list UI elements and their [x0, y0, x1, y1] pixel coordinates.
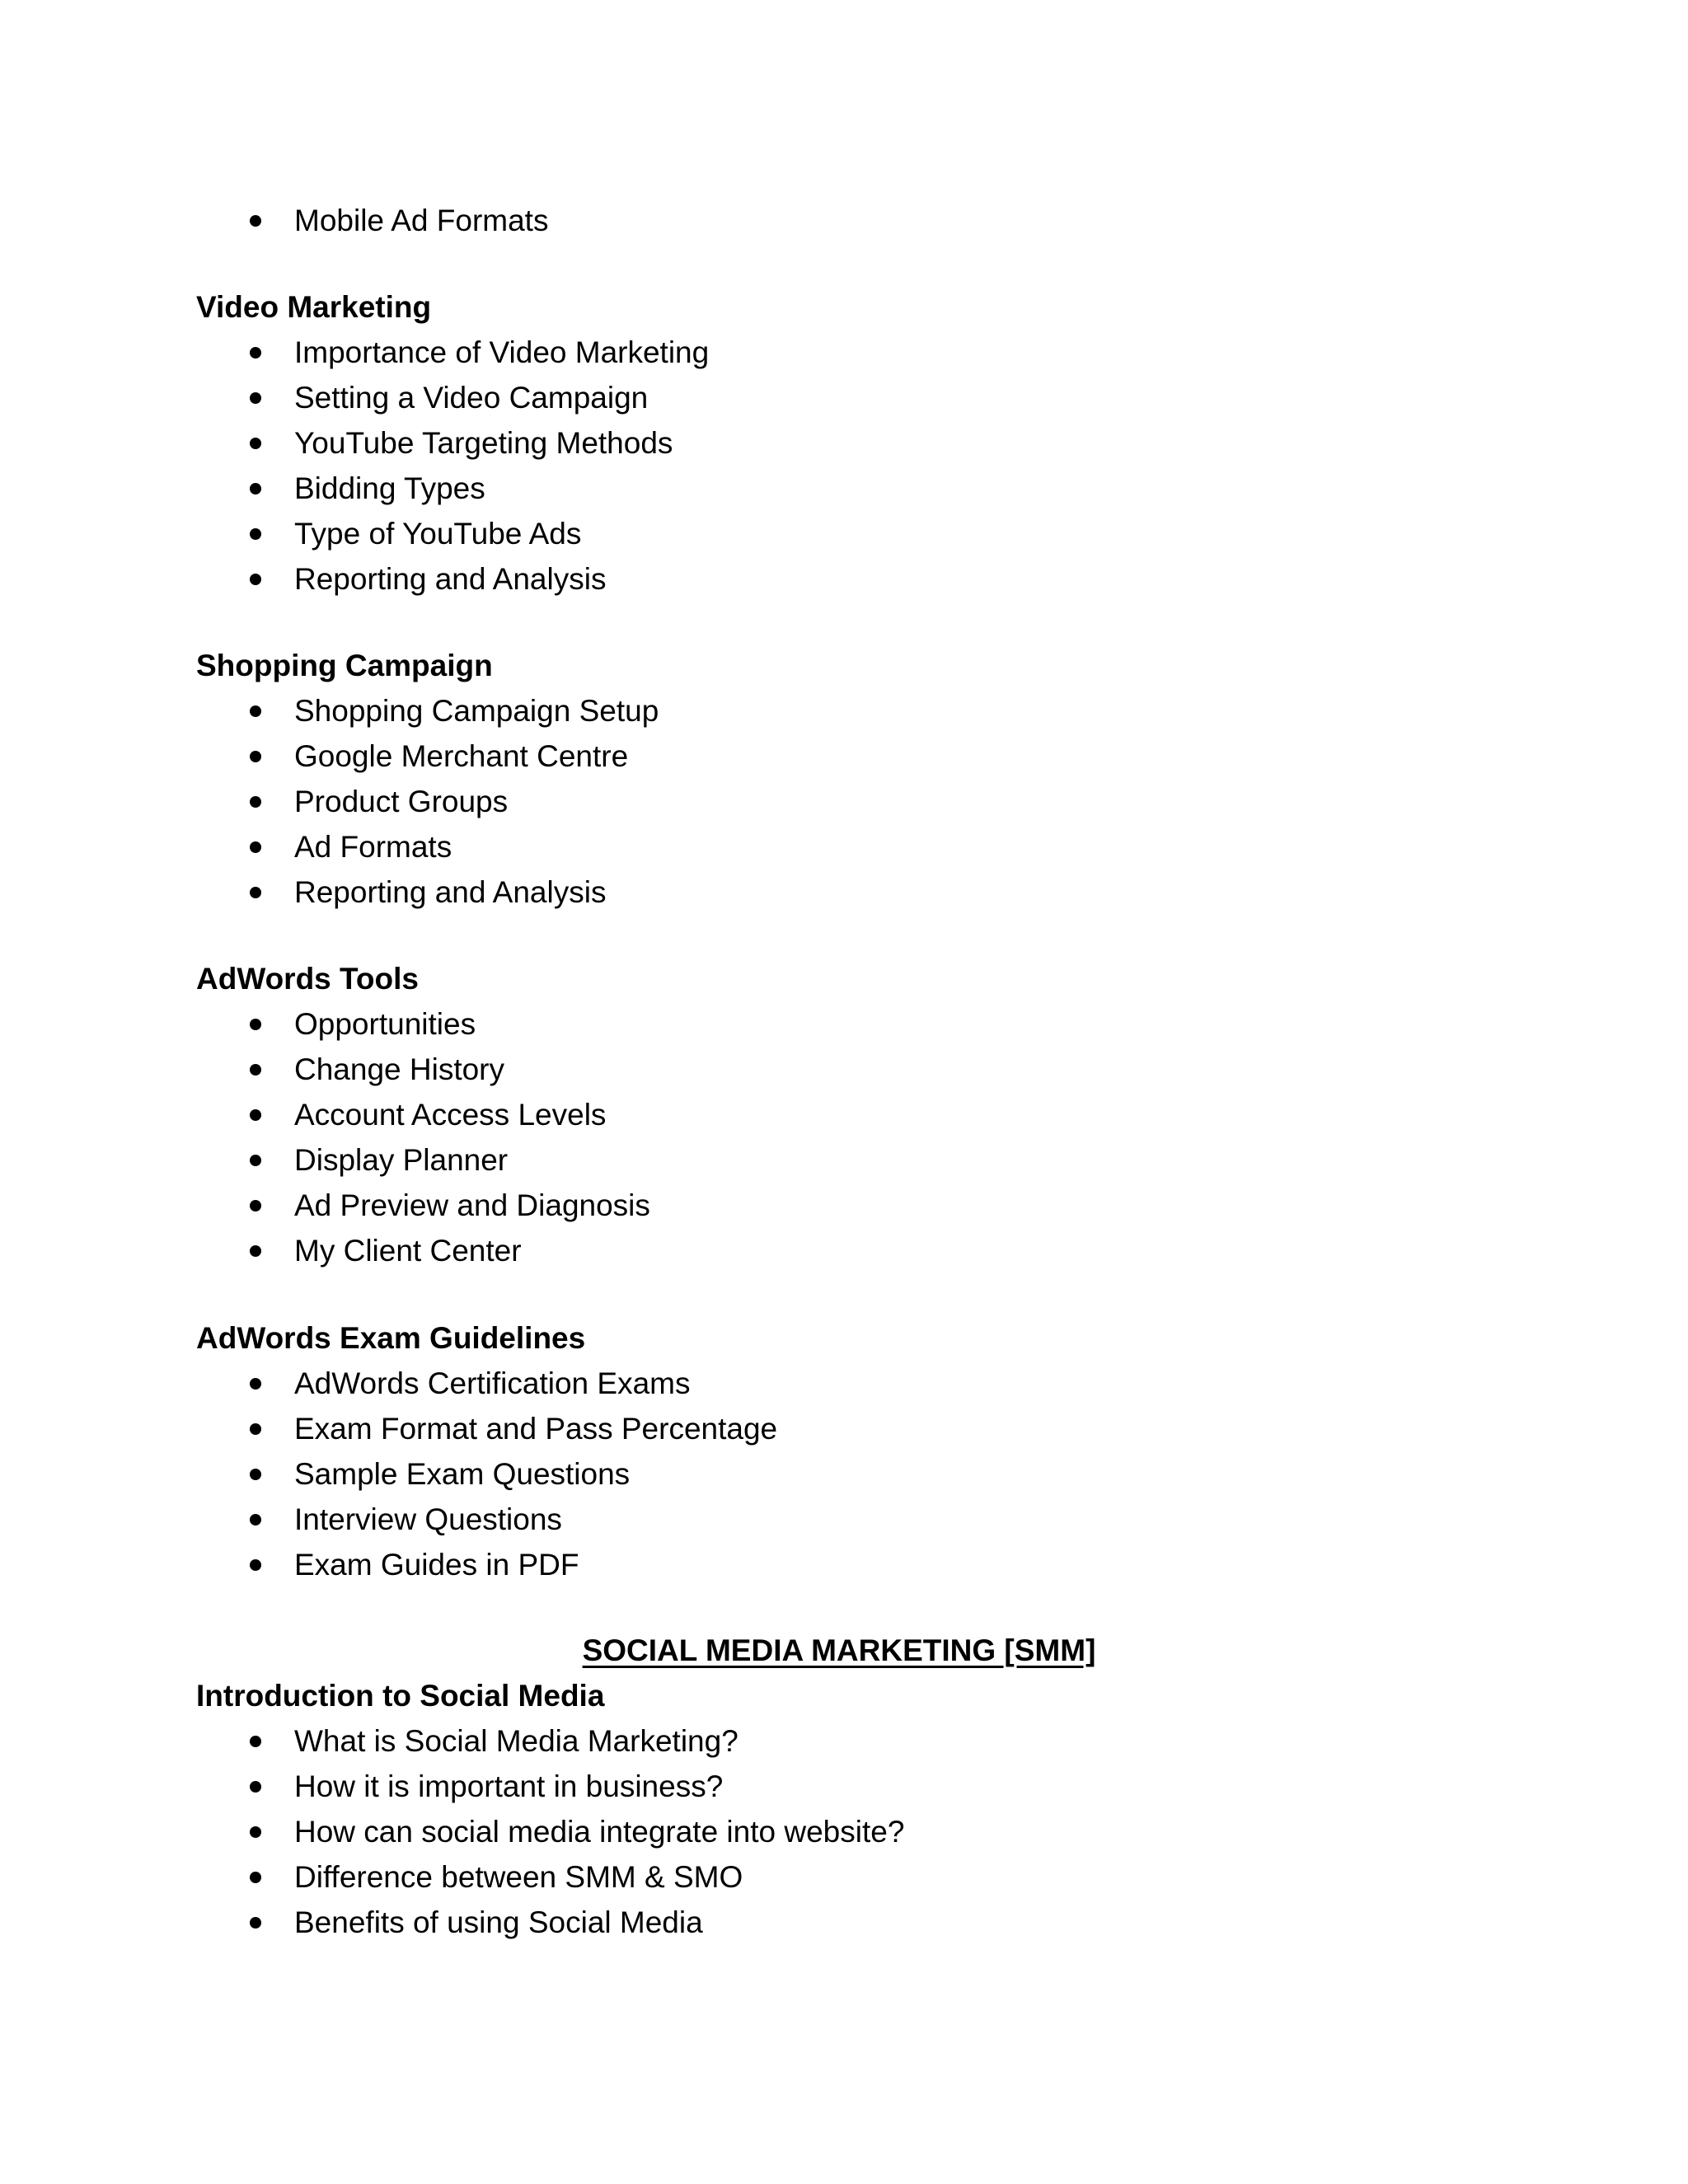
list-item: YouTube Targeting Methods [196, 420, 1515, 466]
list-item: Benefits of using Social Media [196, 1900, 1515, 1945]
list-item: Account Access Levels [196, 1092, 1515, 1137]
section-heading: AdWords Exam Guidelines [196, 1321, 586, 1355]
adwords-tools-list [196, 1001, 1515, 1273]
bullet-icon [250, 1245, 261, 1257]
list-item: Reporting and Analysis [196, 869, 1515, 915]
bullet-icon [250, 841, 261, 853]
bullet-icon [250, 1019, 261, 1030]
list-item: How can social media integrate into website? [196, 1809, 1515, 1854]
section-heading: AdWords Tools [196, 962, 419, 996]
list-item: Mobile Ad Formats [196, 198, 1515, 243]
list-item: Google Merchant Centre [196, 733, 1515, 779]
bullet-icon [250, 1109, 261, 1121]
list-item: Type of YouTube Ads [196, 511, 1515, 556]
list-item: Ad Preview and Diagnosis [196, 1183, 1515, 1228]
bullet-icon [250, 1469, 261, 1480]
bullet-icon [250, 705, 261, 717]
list-item: Change History [196, 1047, 1515, 1092]
bullet-icon [250, 796, 261, 808]
bullet-icon [250, 483, 261, 494]
list-item: Bidding Types [196, 466, 1515, 511]
bullet-icon [250, 1155, 261, 1166]
bullet-icon [250, 438, 261, 449]
bullet-icon [250, 1781, 261, 1793]
adwords-exam-list [196, 1361, 1515, 1587]
list-item: Reporting and Analysis [196, 556, 1515, 602]
bullet-icon [250, 1423, 261, 1435]
top-list-block [196, 198, 1515, 243]
list-item: How it is important in business? [196, 1764, 1515, 1809]
list-item: Shopping Campaign Setup [196, 688, 1515, 733]
list-item: AdWords Certification Exams [196, 1361, 1515, 1406]
list-item: Opportunities [196, 1001, 1515, 1047]
list-item: Exam Format and Pass Percentage [196, 1406, 1515, 1451]
section-heading: Video Marketing [196, 290, 432, 324]
intro-social-media-section [196, 1673, 1515, 1945]
section-heading: Shopping Campaign [196, 649, 493, 682]
bullet-icon [250, 392, 261, 404]
bullet-icon [250, 887, 261, 898]
bullet-icon [250, 1736, 261, 1747]
list-item: Product Groups [196, 779, 1515, 824]
bullet-icon [250, 1559, 261, 1571]
bullet-icon [250, 1514, 261, 1526]
bullet-icon [250, 1200, 261, 1212]
list-item: My Client Center [196, 1228, 1515, 1273]
list-item: Sample Exam Questions [196, 1451, 1515, 1497]
bullet-icon [250, 1064, 261, 1076]
bullet-icon [250, 1872, 261, 1883]
shopping-campaign-section [196, 643, 1515, 915]
list-item: What is Social Media Marketing? [196, 1718, 1515, 1764]
bullet-icon [250, 574, 261, 585]
adwords-tools-section [196, 956, 1515, 1273]
list-item: Setting a Video Campaign [196, 375, 1515, 420]
list-item: Exam Guides in PDF [196, 1542, 1515, 1587]
bullet-icon [250, 1378, 261, 1390]
smm-title: SOCIAL MEDIA MARKETING [SMM] [582, 1633, 1096, 1667]
video-marketing-list [196, 330, 1515, 602]
list-item: Ad Formats [196, 824, 1515, 869]
bullet-icon [250, 1826, 261, 1838]
intro-social-media-list [196, 1718, 1515, 1945]
top-list [196, 198, 1515, 243]
shopping-campaign-list [196, 688, 1515, 915]
bullet-icon [250, 1917, 261, 1929]
section-heading: Introduction to Social Media [196, 1679, 605, 1713]
list-item: Display Planner [196, 1137, 1515, 1183]
bullet-icon [250, 215, 261, 227]
bullet-icon [250, 528, 261, 540]
list-item: Interview Questions [196, 1497, 1515, 1542]
bullet-icon [250, 347, 261, 359]
video-marketing-section [196, 284, 1515, 602]
list-item: Importance of Video Marketing [196, 330, 1515, 375]
bullet-icon [250, 751, 261, 762]
adwords-exam-section [196, 1315, 1515, 1587]
list-item: Difference between SMM & SMO [196, 1854, 1515, 1900]
